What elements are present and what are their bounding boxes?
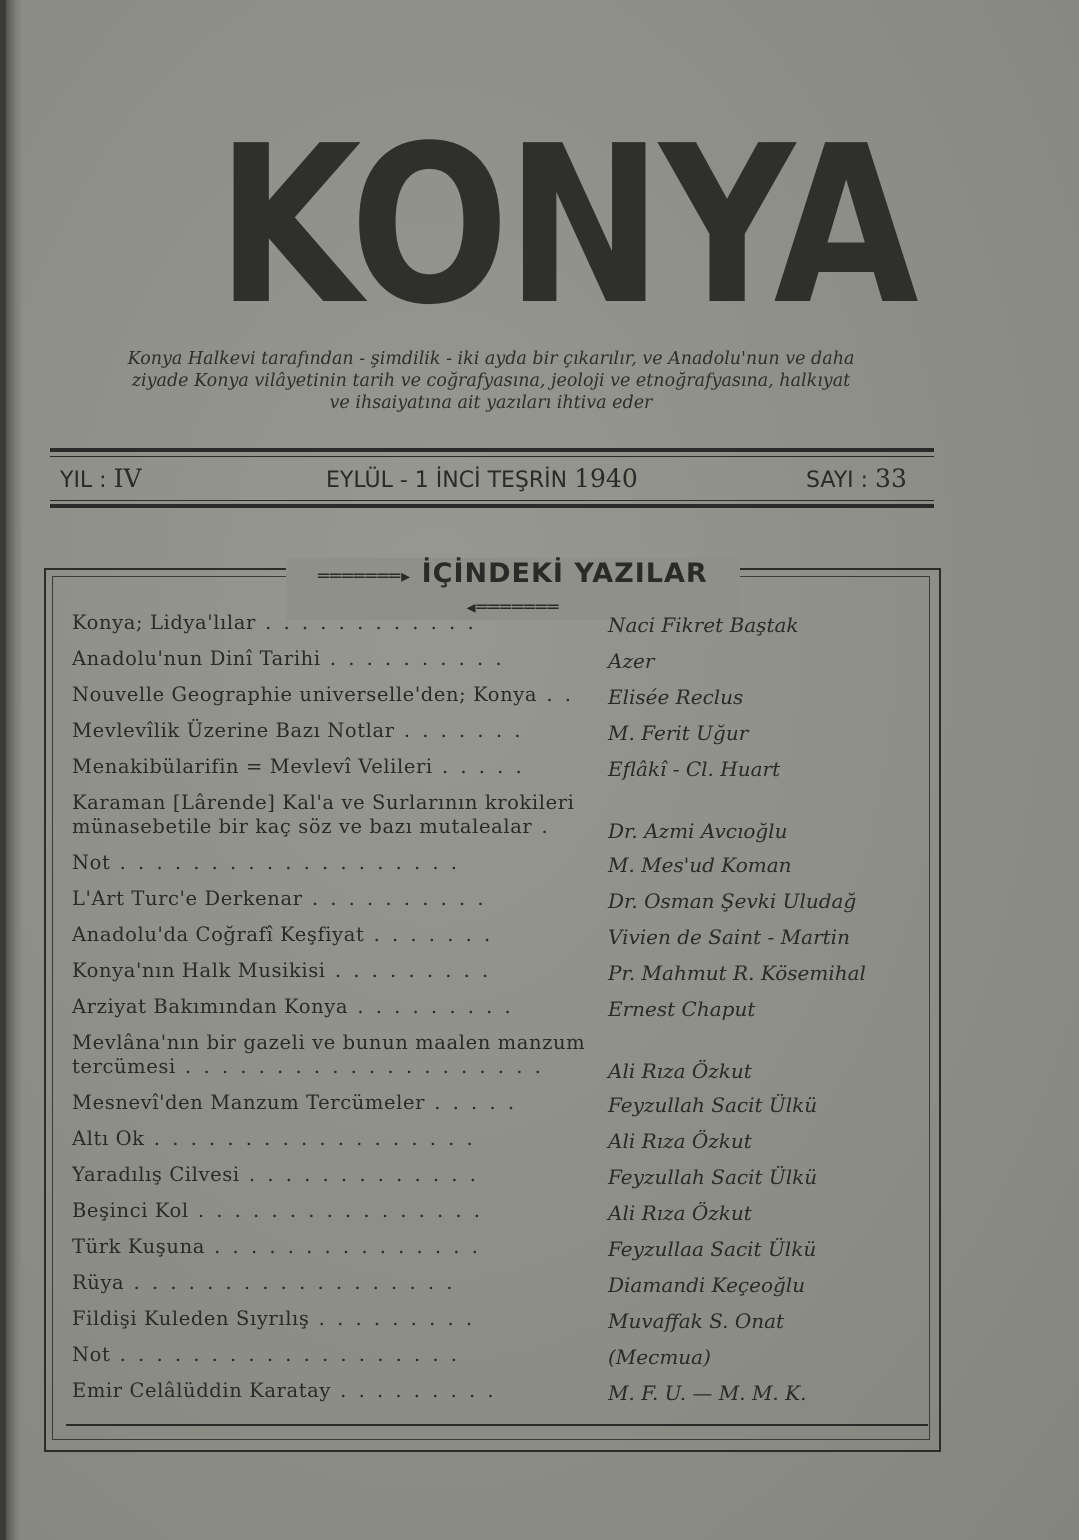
toc-leader-dots: . . . . . . . . . . . . . . . . . . . [110,1343,460,1366]
subtitle-line: Konya Halkevi tarafından - şimdilik - iki ayda bir çıkarılır, ve Anadolu'nun ve daha [127,349,855,369]
footer-rule [66,1424,928,1426]
toc-entry-title-text: Mevlâna'nın bir gazeli ve bunun maalen manzum tercümesi [72,1031,586,1078]
toc-leader-dots: . . . . . . . . . [348,995,514,1018]
toc-entry-title-text: Yaradılış Cilvesi [72,1163,240,1186]
toc-entry-title [72,719,592,743]
toc-entry-author: (Mecmua) [608,1345,711,1369]
toc-entry [68,1265,928,1301]
toc-entry [68,1121,928,1157]
toc-entry-title [72,611,592,635]
binding-spine [6,0,22,1540]
subtitle-line: ziyade Konya vilâyetinin tarih ve coğrafyasına, jeoloji ve etnoğrafyasına, halkıyat [131,371,851,391]
toc-entry [68,1301,928,1337]
toc-entry-title [72,1091,592,1115]
toc-entry [68,1025,928,1085]
toc-entry [68,953,928,989]
toc-leader-dots: . . . . . . . . . . . . . . . . . . [144,1127,476,1150]
toc-entry-title-text: Emir Celâlüddin Karatay [72,1379,331,1402]
subtitle-line: ve ihsaiyatına ait yazıları ihtiva eder [329,393,653,413]
toc-entry-author: M. Ferit Uğur [608,721,749,745]
toc-entry-title [72,1199,592,1223]
toc-leader-dots: . . . . . . . . . . . . . . . [204,1235,481,1258]
toc-list [68,605,928,1409]
toc-entry [68,1193,928,1229]
issue-value: 33 [875,464,907,493]
toc-leader-dots: . . . . . . . . . . . . [255,611,477,634]
toc-entry [68,989,928,1025]
toc-entry-title-text: Not [72,851,111,874]
issue-number [806,464,907,493]
toc-leader-dots: . . . . . . . [364,923,494,946]
toc-entry-title [72,791,592,839]
toc-leader-dots: . . [537,683,574,706]
toc-entry-title [72,959,592,983]
year-label: YIL : [60,468,107,493]
toc-entry-title-text: L'Art Turc'e Derkenar [72,887,303,910]
toc-entry-title [72,1127,592,1151]
toc-entry-author: Feyzullaa Sacit Ülkü [608,1237,817,1261]
toc-entry-title-text: Mevlevîlik Üzerine Bazı Notlar [72,719,395,742]
toc-leader-dots: . . . . . . . . . . . . . . . . . . . [110,851,460,874]
toc-leader-dots: . . . . . . . . . [330,1379,497,1402]
toc-entry-title [72,1271,592,1295]
toc-entry-title-text: Türk Kuşuna [72,1235,205,1258]
toc-leader-dots: . . . . . [425,1091,518,1114]
toc-entry-author: Ernest Chaput [608,997,756,1021]
toc-entry-title-text: Konya; Lidya'lılar [72,611,256,634]
toc-entry-title-text: Beşinci Kol [72,1199,189,1222]
toc-entry-author: Diamandi Keçeoğlu [608,1273,806,1297]
toc-entry-title [72,1379,592,1403]
toc-entry [68,749,928,785]
toc-entry-title-text: Menakibülarifin = Mevlevî Velileri [72,755,433,778]
header-rule-bottom [50,504,934,508]
toc-entry-title [72,887,592,911]
toc-entry-title-text: Anadolu'da Coğrafî Keşfiyat [72,923,365,946]
toc-entry [68,785,928,845]
toc-entry [68,1229,928,1265]
toc-leader-dots: . . . . . . . . . [325,959,492,982]
toc-leader-dots: . . . . . . . . . . . . . . . . . . [124,1271,456,1294]
toc-entry [68,1085,928,1121]
toc-entry-title-text: Nouvelle Geographie universelle'den; Konya [72,683,538,706]
issue-label: SAYI : [806,468,869,493]
toc-entry-author: Pr. Mahmut R. Kösemihal [608,961,866,985]
year-value: IV [113,464,142,493]
toc-entry [68,1373,928,1409]
masthead-subtitle [56,348,926,414]
date-label: EYLÜL - 1 İNCİ TEŞRİN [326,468,568,493]
header-rule-top [50,448,934,452]
toc-entry [68,917,928,953]
toc-entry-title-text: Karaman [Lârende] Kal'a ve Surlarının krokileri münasebetile bir kaç söz ve bazı mutalealar [72,791,575,838]
toc-entry-title [72,995,592,1019]
toc-entry [68,881,928,917]
toc-entry-author: Ali Rıza Özkut [608,1201,752,1225]
toc-leader-dots: . . . . . . . [394,719,524,742]
toc-entry-author: Vivien de Saint - Martin [608,925,850,949]
date-year: 1940 [574,464,638,493]
toc-entry-title [72,755,592,779]
toc-entry-author: Dr. Azmi Avcıoğlu [608,819,788,843]
toc-entry-author: Feyzullah Sacit Ülkü [608,1165,818,1189]
toc-leader-dots: . . . . . . . . . . . . . . . . [188,1199,484,1222]
toc-entry-author: Naci Fikret Baştak [608,613,799,637]
toc-entry-title-text: Not [72,1343,111,1366]
header-rule-top-thin [50,456,934,457]
toc-entry-title [72,923,592,947]
toc-entry [68,641,928,677]
issue-date [326,464,638,493]
toc-entry-author: Eflâkî - Cl. Huart [608,757,781,781]
toc-entry-author: M. Mes'ud Koman [608,853,792,877]
toc-entry-author: Elisée Reclus [608,685,744,709]
toc-entry [68,605,928,641]
toc-entry-title [72,851,592,875]
toc-leader-dots: . [532,815,551,838]
toc-entry-title [72,647,592,671]
toc-entry-title-text: Rüya [72,1271,125,1294]
magazine-cover [6,0,1079,1540]
toc-entry-author: M. F. U. — M. M. K. [608,1381,807,1405]
toc-entry [68,713,928,749]
toc-entry [68,845,928,881]
toc-entry-author: Azer [608,649,655,673]
toc-leader-dots: . . . . . . . . . . . . . . . . . . . . [175,1055,544,1078]
toc-entry-title-text: Arziyat Bakımından Konya [72,995,349,1018]
toc-entry-title-text: Altı Ok [72,1127,145,1150]
toc-heading-text: İÇİNDEKİ YAZILAR [421,558,708,589]
toc-entry-author: Feyzullah Sacit Ülkü [608,1093,818,1117]
toc-entry-title [72,1343,592,1367]
toc-entry-title-text: Konya'nın Halk Musikisi [72,959,326,982]
toc-entry-title [72,1163,592,1187]
arrow-left-icon: ◂═══════ [466,597,560,618]
toc-entry [68,1337,928,1373]
toc-entry-title [72,1307,592,1331]
toc-entry [68,677,928,713]
toc-entry-author: Ali Rıza Özkut [608,1059,752,1083]
toc-entry-title-text: Fildişi Kuleden Sıyrılış [72,1307,310,1330]
toc-entry-title-text: Anadolu'nun Dinî Tarihi [72,647,321,670]
volume-year [60,464,142,493]
toc-entry-title-text: Mesnevî'den Manzum Tercümeler [72,1091,426,1114]
toc-entry-author: Ali Rıza Özkut [608,1129,752,1153]
toc-entry [68,1157,928,1193]
toc-entry-title [72,683,592,707]
toc-leader-dots: . . . . . . . . . . [302,887,487,910]
arrow-right-icon: ═══════▸ [318,566,412,587]
toc-leader-dots: . . . . . . . . . [309,1307,476,1330]
toc-entry-title [72,1031,592,1079]
header-rule-bottom-thin [50,500,934,501]
toc-entry-title [72,1235,592,1259]
toc-leader-dots: . . . . . . . . . . . . . [239,1163,479,1186]
toc-leader-dots: . . . . . . . . . . [320,647,505,670]
toc-leader-dots: . . . . . [432,755,525,778]
toc-entry-author: Muvaffak S. Onat [608,1309,785,1333]
magazine-title: KONYA [216,100,916,353]
toc-entry-author: Dr. Osman Şevki Uludağ [608,889,857,913]
